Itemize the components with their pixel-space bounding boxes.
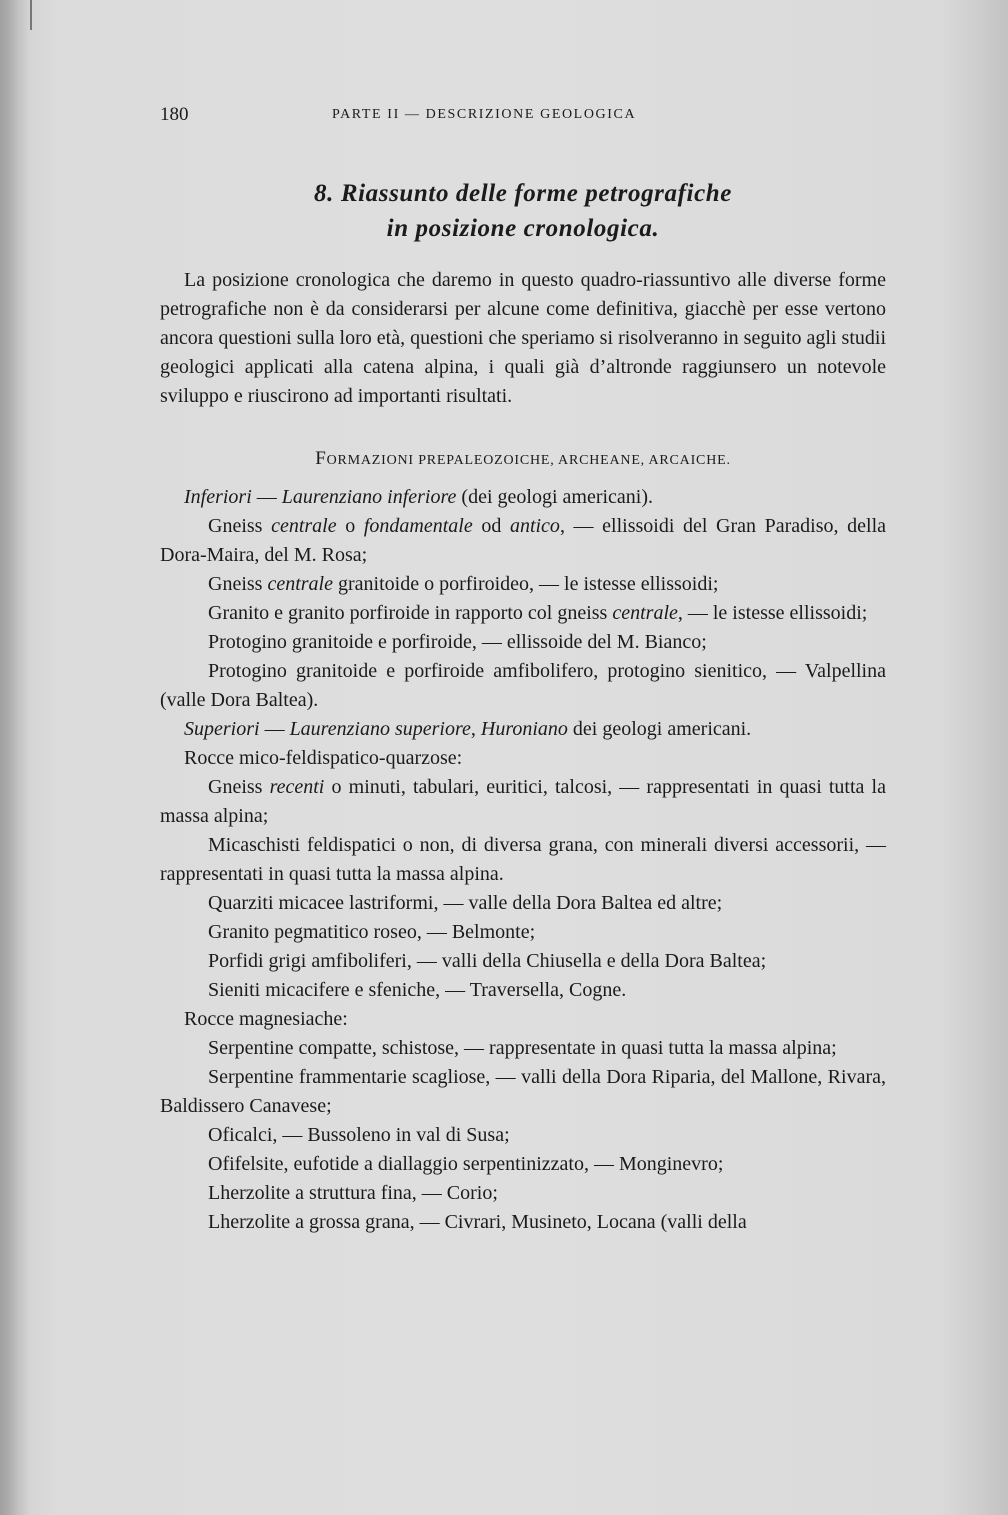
formations-subheading: [160, 449, 886, 471]
formation-entry: [160, 773, 886, 831]
formation-entry: [160, 831, 886, 889]
entry-text: Granito e granito porfiroide in rapporto col gneiss: [208, 602, 613, 624]
formation-entry: [160, 628, 886, 657]
formation-entry: [160, 657, 886, 715]
formation-entry: [160, 918, 886, 947]
scan-edge-mark: [30, 0, 32, 30]
italic-term: centrale: [612, 602, 678, 624]
binding-shadow: [0, 0, 30, 1515]
running-title: PARTE II — DESCRIZIONE GEOLOGICA: [332, 107, 637, 122]
superiori-name-1: Laurenziano superiore: [289, 718, 471, 740]
formations-list: [160, 483, 886, 1237]
entry-text: Micaschisti feldispatici o non, di diversa grana, con minerali diversi accessorii, — rappresentati in quasi tutta la massa alpina.: [160, 834, 886, 885]
superiori-heading: [160, 715, 886, 744]
section-title-line-1: 8. Riassunto delle forme petrografiche: [314, 180, 732, 207]
entry-text: Lherzolite a grossa grana, — Civrari, Musineto, Locana (valli della: [208, 1211, 747, 1233]
superiori-dash: —: [259, 718, 290, 740]
italic-term: centrale: [267, 573, 333, 595]
entry-text: Sieniti micacifere e sfeniche, — Traversella, Cogne.: [208, 979, 627, 1001]
formation-entry: [160, 1121, 886, 1150]
entry-text: Gneiss: [208, 573, 268, 595]
entry-text: Oficalci, — Bussoleno in val di Susa;: [208, 1124, 510, 1146]
superiori-name-2: Huroniano: [480, 718, 568, 740]
magnesiache-heading: Rocce magnesiache:: [184, 1008, 348, 1030]
mico-entries: [160, 773, 886, 1005]
italic-term: centrale: [271, 515, 337, 537]
italic-term: antico: [509, 515, 560, 537]
mico-heading: Rocce mico-feldispatico-quarzose:: [184, 747, 463, 769]
formation-entry: [160, 1208, 886, 1237]
inferiori-heading: [160, 483, 886, 512]
page-number: 180: [160, 104, 189, 125]
section-title: [160, 176, 886, 246]
formation-entry: [160, 889, 886, 918]
formation-entry: [160, 570, 886, 599]
formation-entry: [160, 947, 886, 976]
subheading-initial: F: [315, 448, 327, 469]
section-title-line-2: in posizione cronologica.: [386, 215, 660, 242]
formation-entry: [160, 512, 886, 570]
inferiori-entries: [160, 512, 886, 715]
inferiori-label: Inferiori: [184, 486, 252, 508]
entry-text: Lherzolite a struttura fina, — Corio;: [208, 1182, 498, 1204]
italic-term: fondamentale: [363, 515, 473, 537]
formation-entry: [160, 1150, 886, 1179]
inferiori-name: Laurenziano inferiore: [281, 486, 457, 508]
formation-entry: [160, 1034, 886, 1063]
magnesiache-entries: [160, 1034, 886, 1237]
entry-text: Quarziti micacee lastriformi, — valle della Dora Baltea ed altre;: [208, 892, 723, 914]
page-content: [160, 100, 886, 1237]
entry-text: Serpentine compatte, schistose, — rappresentate in quasi tutta la massa alpina;: [208, 1037, 837, 1059]
entry-text: Gneiss: [208, 515, 272, 537]
entry-text: Serpentine frammentarie scagliose, — valli della Dora Riparia, del Mallone, Rivara, Baldissero Canavese;: [160, 1066, 886, 1117]
entry-text: o: [336, 515, 364, 537]
entry-text: granitoide o porfiroideo, — le istesse ellissoidi;: [332, 573, 719, 595]
entry-text: , — ellissoidi del Gran Paradiso, della Dora-Maira, del M. Rosa;: [160, 515, 887, 566]
subheading-rest: ORMAZIONI PREPALEOZOICHE, ARCHEANE, ARCAICHE.: [326, 453, 731, 468]
entry-text: Granito pegmatitico roseo, — Belmonte;: [208, 921, 536, 943]
formation-entry: [160, 1179, 886, 1208]
intro-paragraph: La posizione cronologica che daremo in questo quadro-riassuntivo alle diverse forme petrografiche non è da considerarsi per alcune come definitiva, giacchè per esse vertono ancora questioni sulla loro età, questioni che speriamo si risolveranno in seguito agli studii geologici applicati alla catena alpina, i quali già d’altronde raggiunsero un notevole sviluppo e riuscirono ad importanti risultati.: [160, 269, 886, 407]
superiori-note: dei geologi americani.: [567, 718, 752, 740]
entry-text: Ofifelsite, eufotide a diallaggio serpentinizzato, — Monginevro;: [208, 1153, 724, 1175]
superiori-comma: ,: [470, 718, 481, 740]
entry-text: Protogino granitoide e porfiroide, — ellissoide del M. Bianco;: [208, 631, 707, 653]
entry-text: od: [472, 515, 510, 537]
running-head: [160, 100, 886, 134]
formation-entry: [160, 1063, 886, 1121]
entry-text: Gneiss: [208, 776, 270, 798]
inferiori-dash: —: [251, 486, 282, 508]
formation-entry: [160, 599, 886, 628]
entry-text: Protogino granitoide e porfiroide amfibolifero, protogino sienitico, — Valpellina (valle Dora Baltea).: [160, 660, 886, 711]
italic-term: recenti: [269, 776, 325, 798]
superiori-label: Superiori: [184, 718, 260, 740]
formation-entry: [160, 976, 886, 1005]
entry-text: o minuti, tabulari, euritici, talcosi, — rappresentati in quasi tutta la massa alpina;: [160, 776, 886, 827]
entry-text: Porfidi grigi amfiboliferi, — valli della Chiusella e della Dora Baltea;: [208, 950, 767, 972]
inferiori-note: (dei geologi americani).: [456, 486, 654, 508]
entry-text: , — le istesse ellissoidi;: [677, 602, 868, 624]
